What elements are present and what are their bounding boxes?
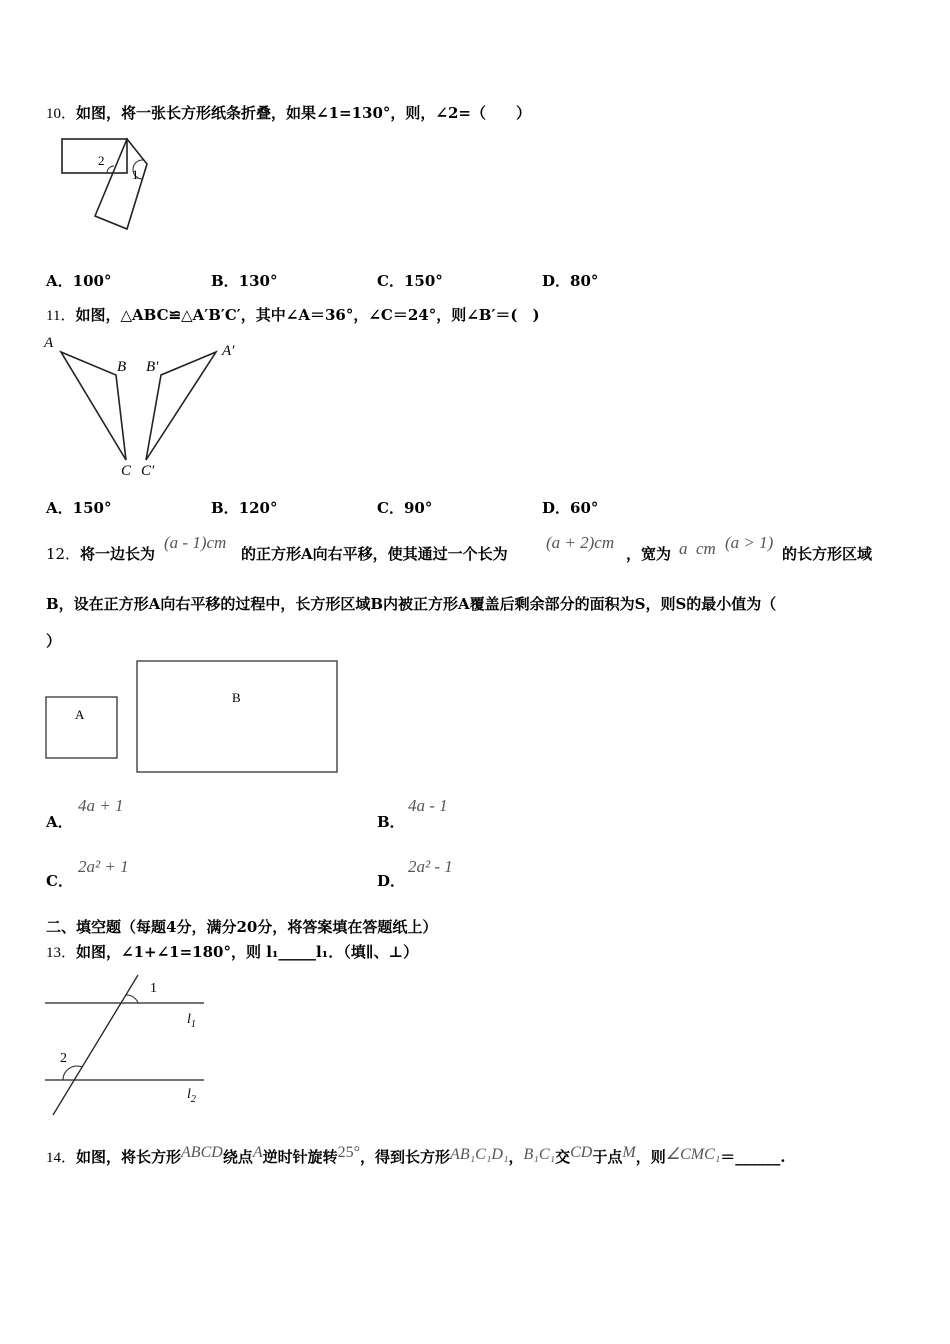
q10-label-2: 2 — [98, 153, 105, 168]
q14-text-2: 绕点 — [222, 1148, 253, 1166]
q12-option-b-label: B． — [377, 813, 405, 831]
q12-option-d-value: 2a² - 1 — [408, 857, 453, 876]
q11-label-a: A — [44, 335, 54, 351]
q10-option-b: B．130° — [211, 272, 278, 290]
q14-math-m: M — [622, 1144, 636, 1161]
q10-figure — [55, 132, 165, 237]
q14-math-cd: CD — [570, 1144, 593, 1161]
q10-option-a: A．100° — [46, 272, 112, 290]
q11-option-c: C．90° — [377, 499, 433, 517]
section-heading: 二、填空题（每题4分，满分20分，将答案填在答题纸上） — [46, 918, 438, 936]
q14-text-9: ＝______. — [720, 1148, 786, 1166]
q14-text-8: ，则 — [635, 1148, 666, 1166]
q12-rect-b — [137, 661, 337, 772]
q13-label-2: 2 — [60, 1051, 67, 1066]
q12-text-line3: ） — [46, 632, 62, 650]
q12-option-b-value: 4a - 1 — [408, 796, 448, 815]
q14-math-ab1c1d1: AB₁C₁D₁ — [450, 1146, 509, 1163]
q14-text-4: ，得到长方形 — [360, 1148, 451, 1166]
q14-math-a: A — [252, 1144, 263, 1161]
q10-number: 10． — [46, 106, 77, 122]
q10-label-1: 1 — [132, 167, 139, 182]
q13-label-1: 1 — [150, 981, 157, 996]
q12-expr-condition: (a > 1) — [725, 533, 774, 552]
q12-expr-length: (a + 2)cm — [546, 533, 615, 552]
q13-label-l1: $l_1$ — [187, 1012, 196, 1030]
q12-expr-side: (a - 1)cm — [164, 533, 227, 552]
q13-angle1-arc — [126, 995, 138, 1003]
q14-math-cmc1: ∠CMC₁ — [665, 1146, 721, 1163]
q12-expr-width: a cm — [679, 539, 716, 558]
q11-option-b: B．120° — [211, 499, 278, 517]
q10-stem — [46, 102, 531, 123]
q10-strip-horizontal — [62, 139, 127, 173]
q12-option-a-label: A． — [46, 813, 73, 831]
q11-label-c: C — [121, 463, 132, 479]
q11-number: 11． — [46, 308, 76, 324]
q11-figure — [40, 330, 250, 480]
q14-text-1: 如图，将长方形 — [76, 1148, 182, 1166]
q12-label-b: B — [232, 690, 241, 705]
q12-option-c-value: 2a² + 1 — [78, 857, 129, 876]
q14-text-7: 于点 — [592, 1148, 623, 1166]
q14-text-3: 逆时针旋转 — [262, 1148, 338, 1166]
q11-text: 如图，△ABC≌△A′B′C′，其中∠A＝36°，∠C＝24°，则∠B′＝( ) — [75, 306, 540, 324]
q14-stem — [46, 1146, 786, 1167]
q11-option-d: D．60° — [542, 499, 599, 517]
q14-math-angle: 25° — [337, 1144, 361, 1161]
q13-text: 如图，∠1+∠1=180°，则 l₁_____l₁．（填∥、⊥） — [76, 943, 419, 961]
q11-label-b: B — [117, 359, 127, 375]
q10-text: 如图，将一张长方形纸条折叠，如果∠1=130°，则，∠2=（ ） — [76, 104, 531, 122]
q14-math-abcd: ABCD — [181, 1144, 223, 1161]
q14-text-6: 交 — [555, 1148, 571, 1166]
q12-number: 12． — [46, 545, 81, 563]
q11-label-a-prime: A′ — [222, 343, 235, 359]
q13-transversal — [53, 975, 138, 1115]
q13-label-l2: $l_2$ — [187, 1087, 196, 1105]
q10-option-d: D．80° — [542, 272, 599, 290]
q12-text-4: 的长方形区域 — [782, 545, 873, 563]
q12-text-1: 将一边长为 — [80, 545, 156, 563]
q14-math-b1c1: B₁C₁ — [523, 1146, 556, 1163]
q12-option-d-label: D． — [377, 872, 406, 890]
q10-option-c: C．150° — [377, 272, 443, 290]
q12-option-a-value: 4a + 1 — [78, 796, 124, 815]
q14-text-5: ， — [508, 1148, 524, 1166]
q11-label-c-prime: C′ — [141, 463, 155, 479]
q12-figure — [40, 655, 350, 780]
q14-number: 14． — [46, 1150, 77, 1166]
q12-text-3: ，宽为 — [626, 545, 672, 563]
q13-figure — [40, 970, 220, 1120]
q12-text-2: 的正方形A向右平移，使其通过一个长为 — [241, 545, 508, 563]
q11-option-a: A．150° — [46, 499, 112, 517]
q12-label-a: A — [75, 707, 85, 722]
q11-stem — [46, 304, 540, 325]
q12-text-line2: B，设在正方形A向右平移的过程中，长方形区域B内被正方形A覆盖后剩余部分的面积为S，则S的最小值为（ — [46, 595, 777, 613]
q13-stem — [46, 941, 418, 962]
q12-option-c-label: C． — [46, 872, 73, 890]
q11-label-b-prime: B′ — [146, 359, 159, 375]
q13-number: 13． — [46, 945, 77, 961]
